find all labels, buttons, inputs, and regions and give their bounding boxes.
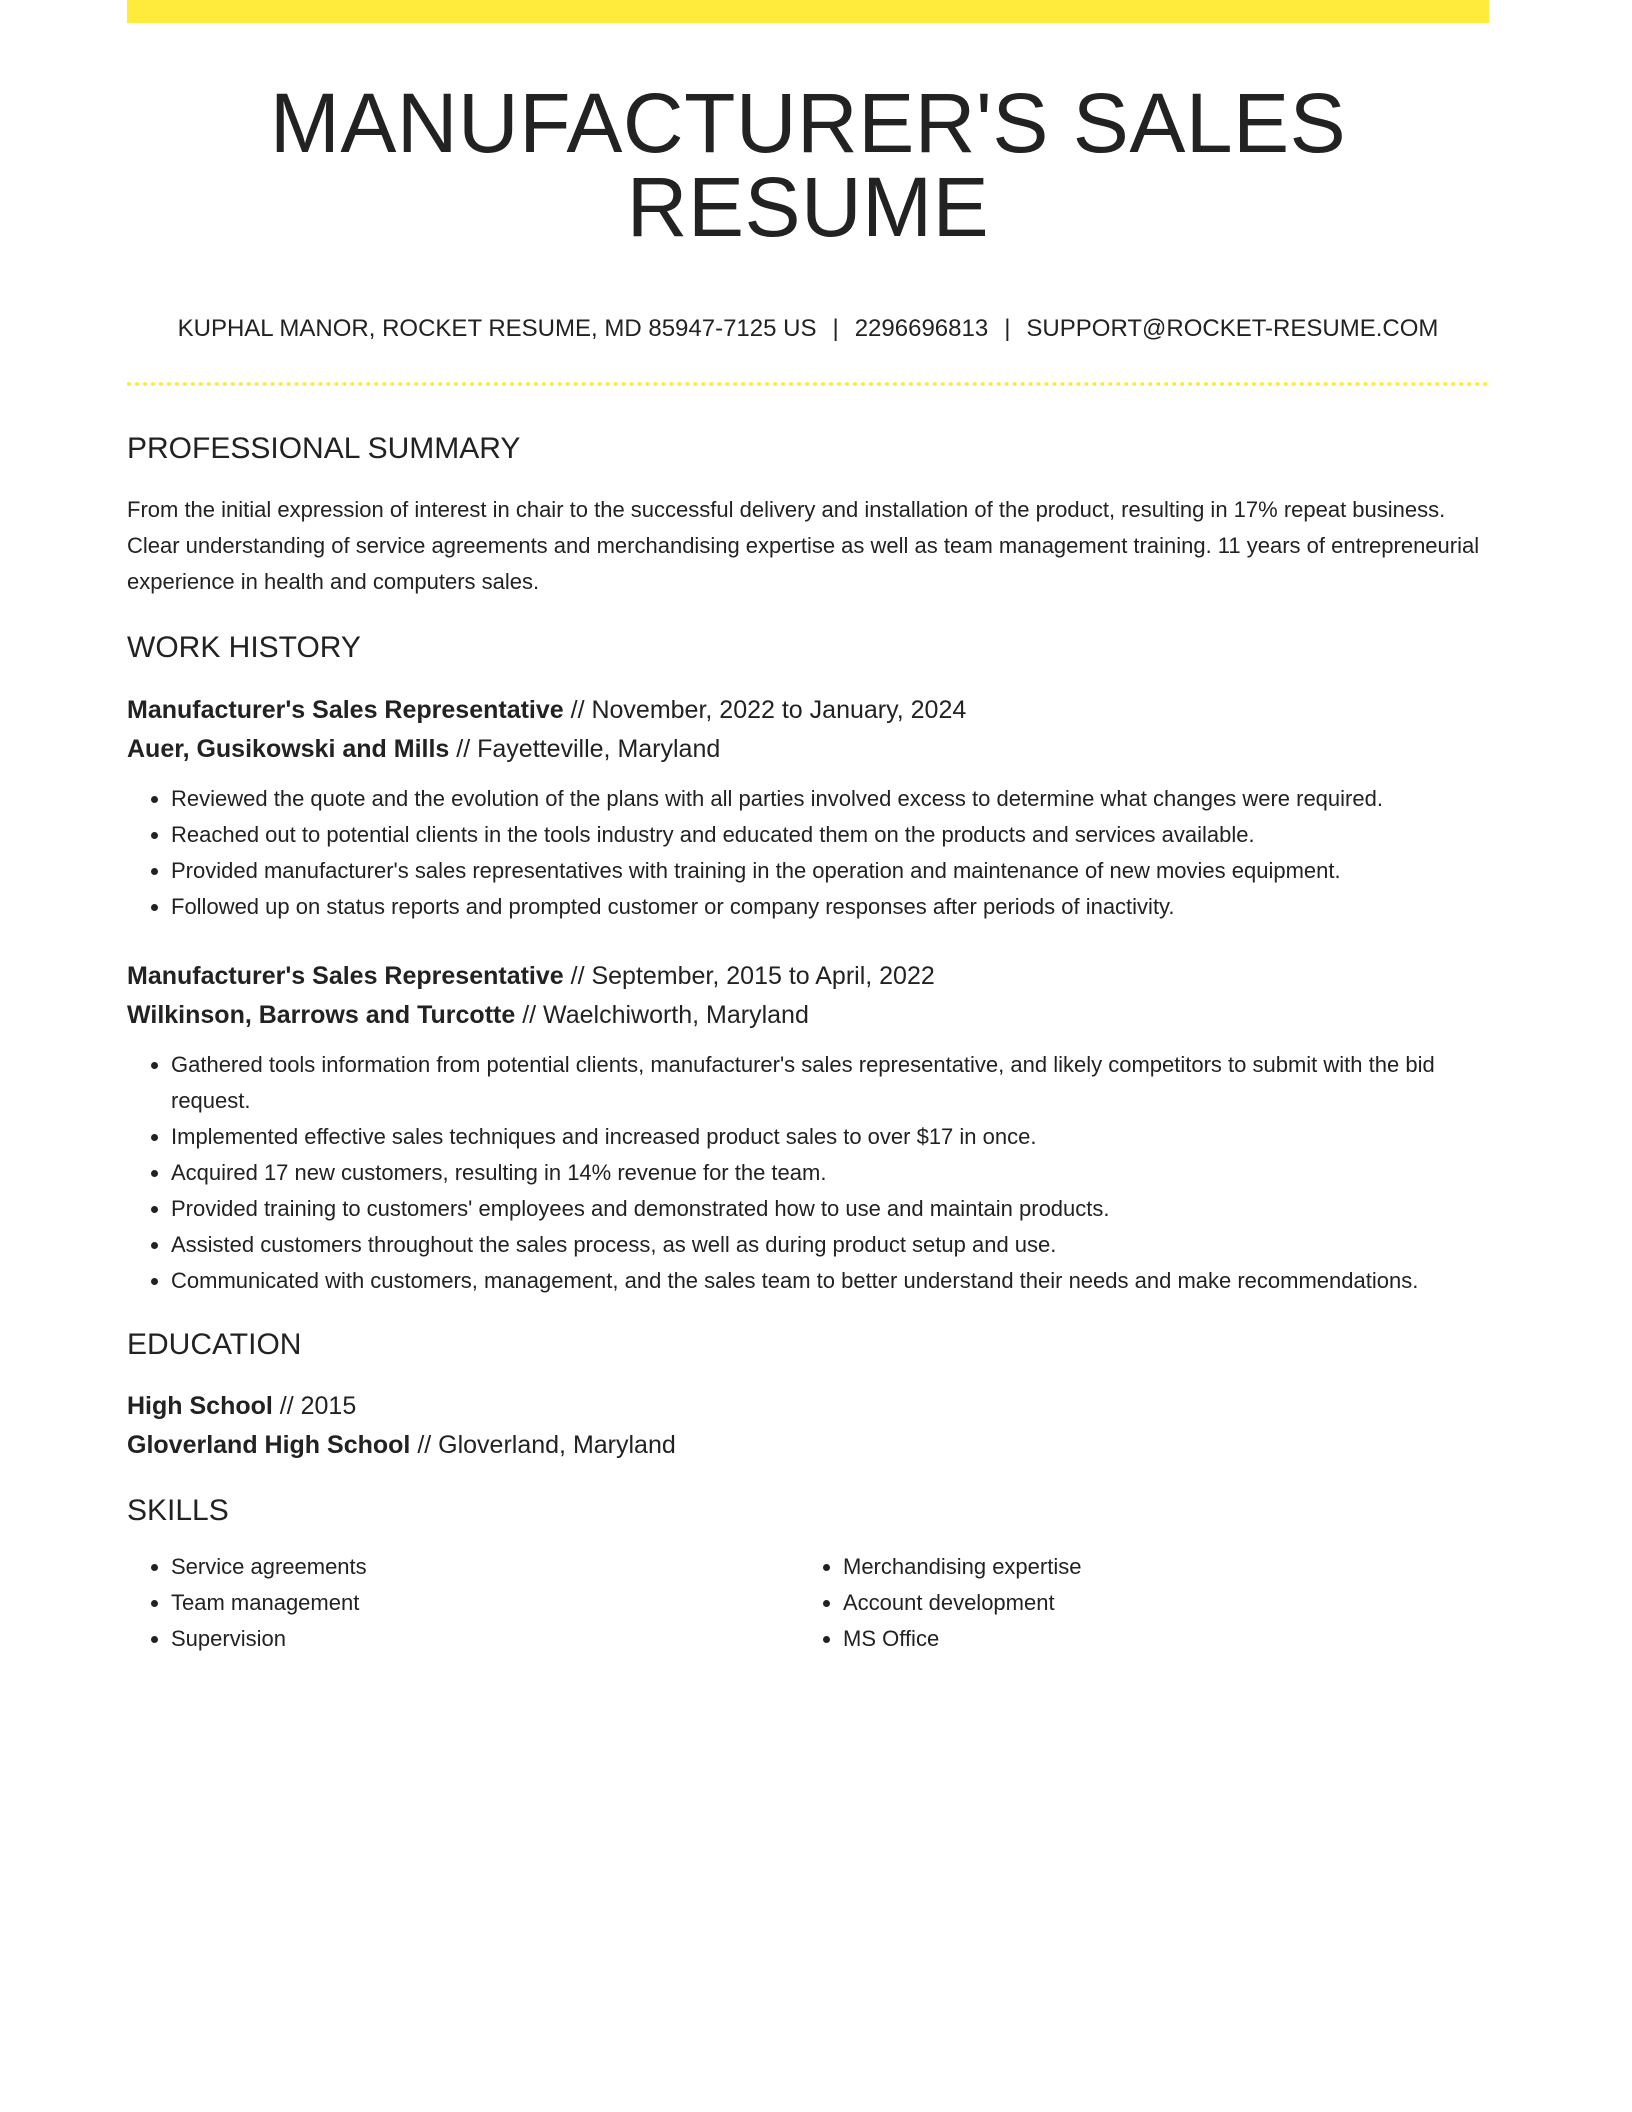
education-location: // Gloverland, Maryland — [410, 1430, 676, 1459]
skill-item: • MS Office — [843, 1621, 1471, 1657]
job-title-line — [127, 957, 1489, 996]
education-heading: EDUCATION — [127, 1327, 302, 1361]
skill-item: • Account development — [843, 1585, 1471, 1621]
contact-separator: | — [832, 315, 839, 342]
accent-top-bar — [127, 0, 1489, 23]
job-company-line — [127, 730, 1489, 769]
summary-text: From the initial expression of interest in chair to the successful delivery and installation of the product, resulting in 17% repeat business. Clear understanding of service agreements and merchandising expertise as well as team management training. 11 years of entrepreneurial experience in health and computers sales. — [127, 496, 1480, 594]
education-entry — [127, 1387, 1489, 1465]
skills-heading: SKILLS — [127, 1493, 229, 1527]
job-bullet: • Implemented effective sales techniques and increased product sales to over $17 in once. — [171, 1119, 1489, 1155]
summary-heading: PROFESSIONAL SUMMARY — [127, 431, 521, 465]
job-bullet: • Followed up on status reports and prompted customer or company responses after periods of inactivity. — [171, 889, 1489, 925]
education-degree: High School — [127, 1391, 273, 1420]
contact-line — [127, 315, 1489, 344]
job-title-line — [127, 691, 1489, 730]
job-location: // Waelchiworth, Maryland — [515, 1000, 809, 1029]
resume-title: MANUFACTURER'S SALES RESUME — [269, 76, 1347, 254]
skill-item: • Service agreements — [171, 1549, 799, 1585]
job-title: Manufacturer's Sales Representative — [127, 961, 564, 990]
contact-email[interactable]: SUPPORT@ROCKET-RESUME.COM — [1026, 315, 1439, 342]
job-dates: // November, 2022 to January, 2024 — [563, 695, 967, 724]
job-title: Manufacturer's Sales Representative — [127, 695, 564, 724]
education-year: // 2015 — [272, 1391, 357, 1420]
job-entry — [127, 691, 1489, 925]
job-location: // Fayetteville, Maryland — [449, 734, 721, 763]
contact-phone[interactable]: 2296696813 — [854, 315, 989, 342]
education-school: Gloverland High School — [127, 1430, 411, 1459]
job-bullet: • Acquired 17 new customers, resulting in 14% revenue for the team. — [171, 1155, 1489, 1191]
contact-separator: | — [1004, 315, 1011, 342]
job-bullet: • Provided manufacturer's sales representatives with training in the operation and maintenance of new movies equipment. — [171, 853, 1489, 889]
job-bullet: • Assisted customers throughout the sales process, as well as during product setup and use. — [171, 1227, 1489, 1263]
skill-item: • Merchandising expertise — [843, 1549, 1471, 1585]
education-school-line — [127, 1426, 1489, 1465]
work-history-heading: WORK HISTORY — [127, 630, 361, 664]
skills-column-left — [127, 1549, 799, 1657]
contact-address: KUPHAL MANOR, ROCKET RESUME, MD 85947-7125 US — [177, 315, 817, 342]
job-bullet: • Provided training to customers' employees and demonstrated how to use and maintain products. — [171, 1191, 1489, 1227]
job-bullet: • Communicated with customers, management, and the sales team to better understand their needs and make recommendations. — [171, 1263, 1489, 1299]
job-bullet: • Gathered tools information from potential clients, manufacturer's sales representative, and likely competitors to submit with the bid request. — [171, 1047, 1489, 1119]
education-degree-line — [127, 1387, 1489, 1426]
job-bullet: • Reviewed the quote and the evolution of the plans with all parties involved excess to determine what changes were required. — [171, 781, 1489, 817]
skill-item: • Supervision — [171, 1621, 799, 1657]
resume-page — [127, 0, 1489, 1657]
job-company: Wilkinson, Barrows and Turcotte — [127, 1000, 516, 1029]
skill-item: • Team management — [171, 1585, 799, 1621]
skills-column-right — [799, 1549, 1471, 1657]
job-bullet: • Reached out to potential clients in the tools industry and educated them on the products and services available. — [171, 817, 1489, 853]
job-dates: // September, 2015 to April, 2022 — [563, 961, 935, 990]
skills-grid — [127, 1549, 1489, 1657]
dotted-divider — [127, 382, 1489, 386]
job-company-line — [127, 996, 1489, 1035]
job-company: Auer, Gusikowski and Mills — [127, 734, 450, 763]
job-bullets — [127, 781, 1489, 925]
job-entry — [127, 957, 1489, 1299]
job-bullets — [127, 1047, 1489, 1299]
